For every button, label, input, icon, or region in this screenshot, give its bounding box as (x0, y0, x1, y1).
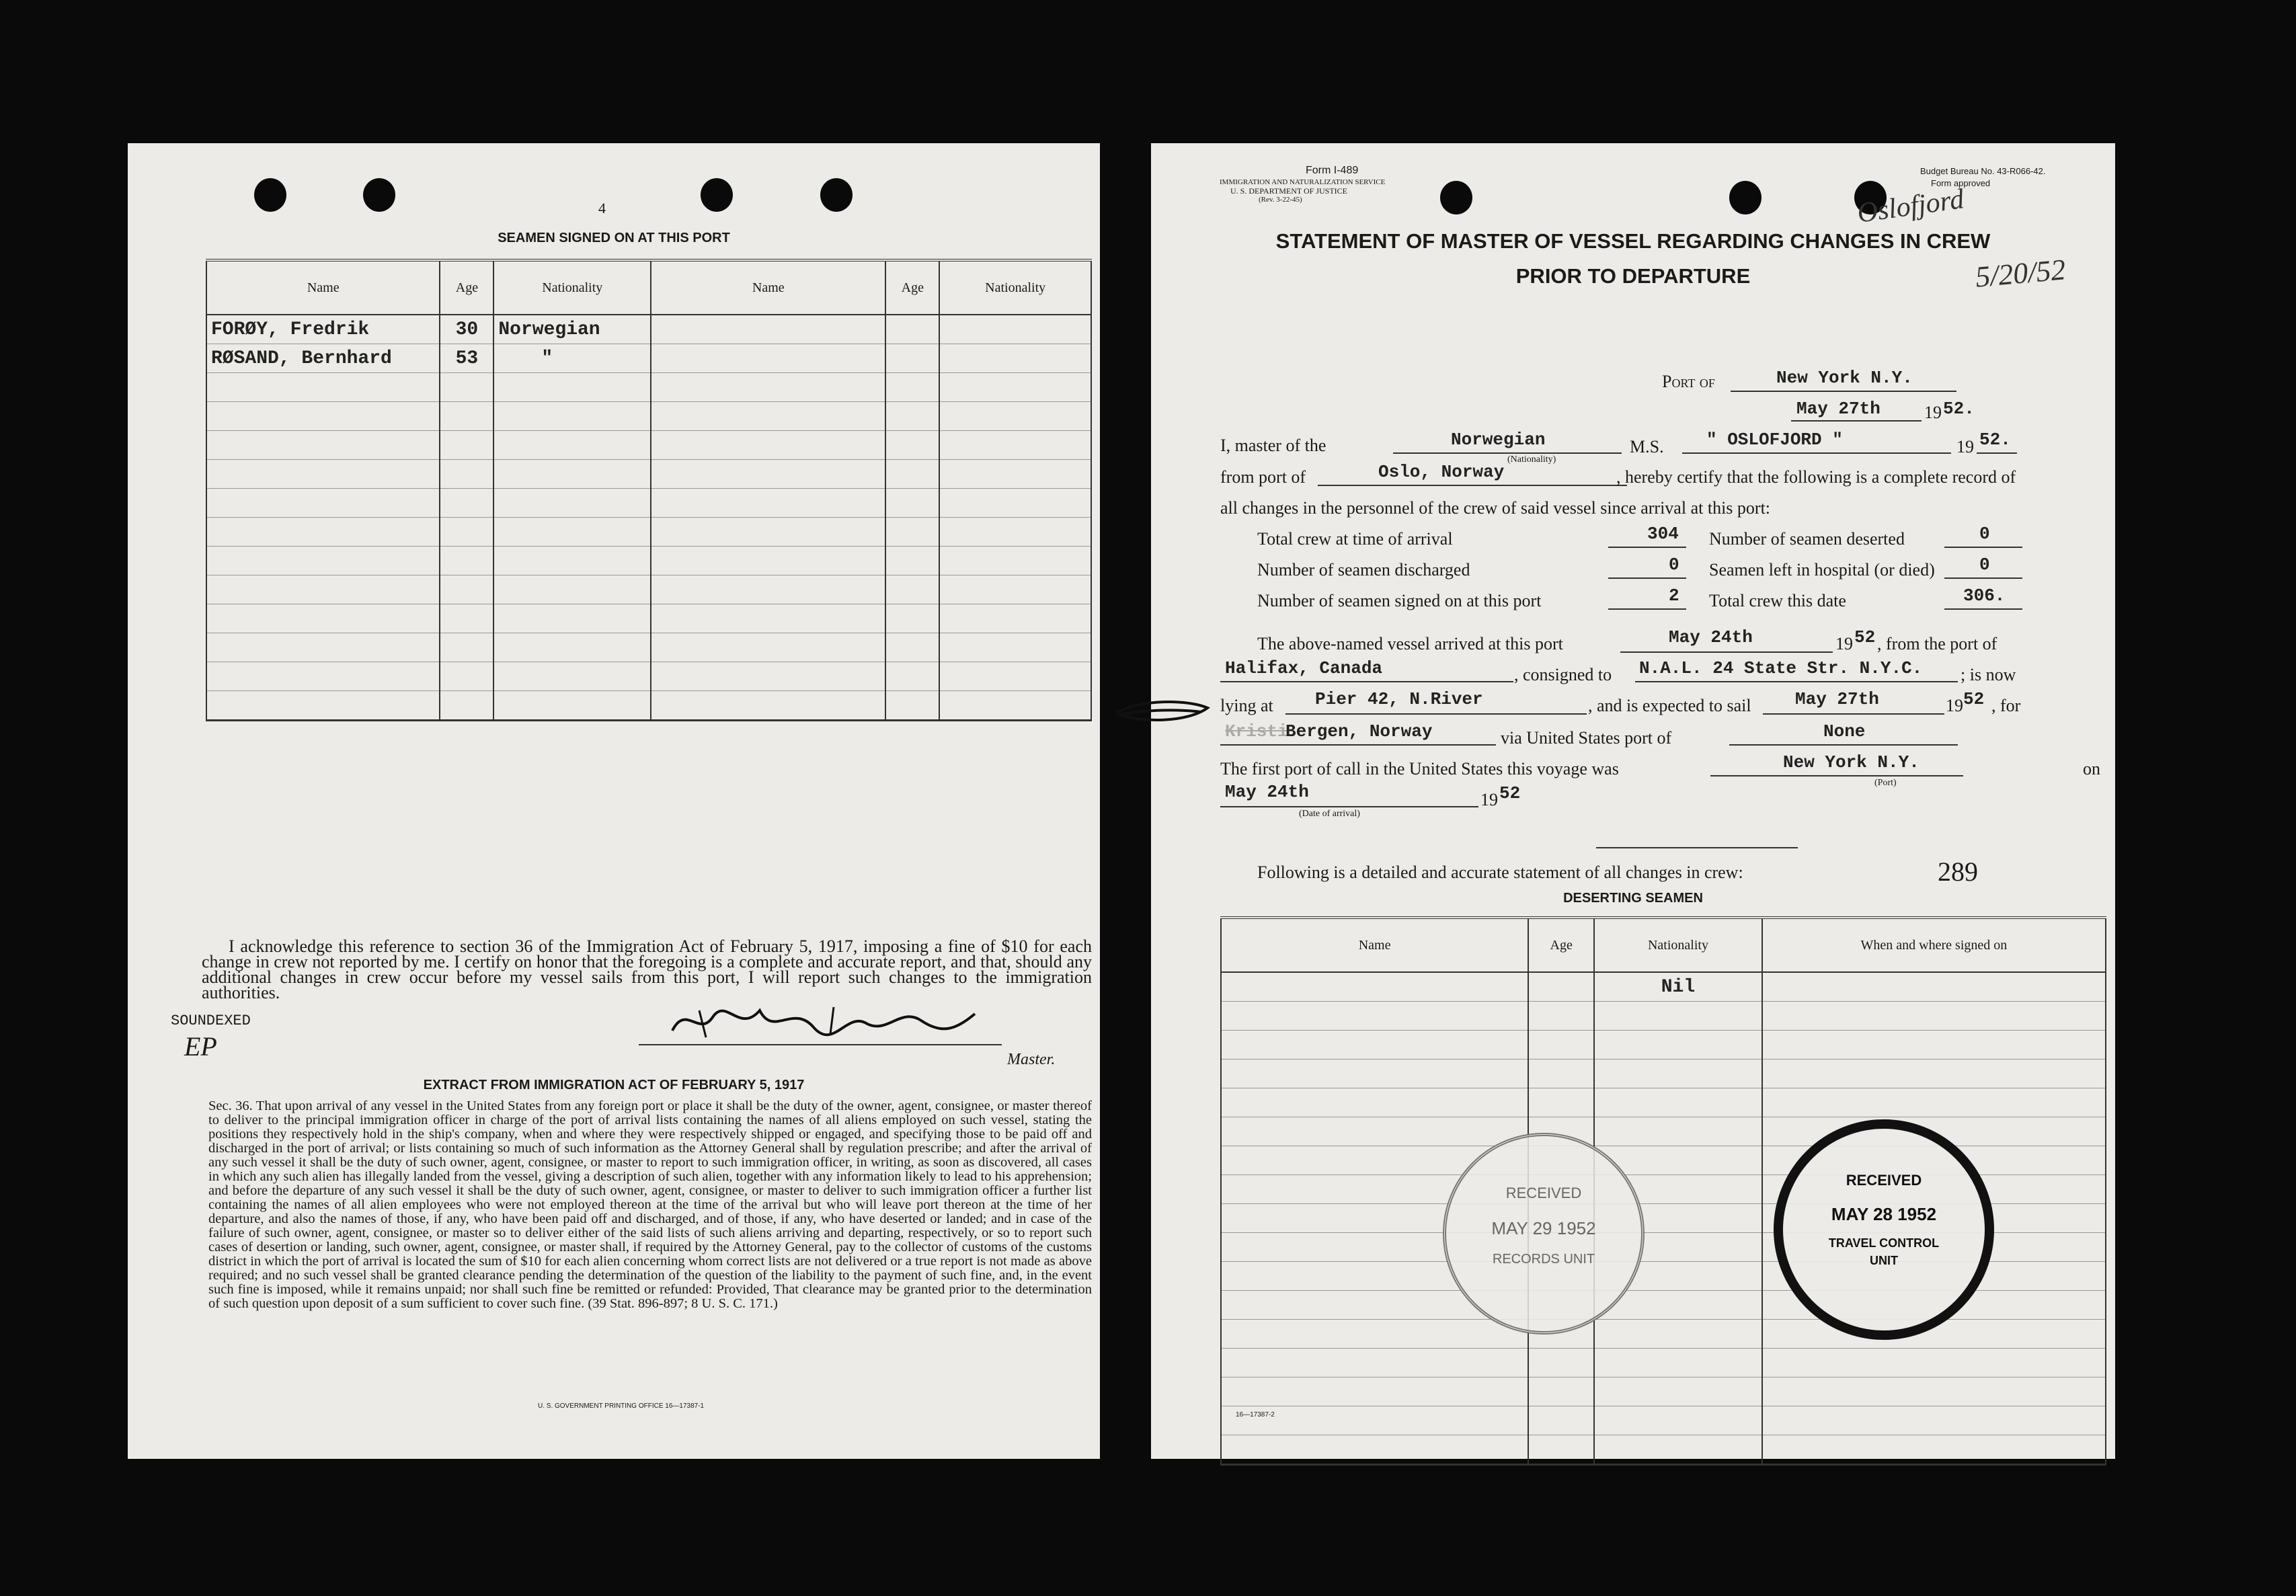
col-header-age: Age (1528, 918, 1594, 972)
col-header-nationality: Nationality (939, 260, 1091, 315)
date-year: 52. (1943, 399, 1975, 419)
following-text: Following is a detailed and accurate statement of all changes in crew: (1257, 863, 1743, 882)
table-row (1221, 972, 2106, 1002)
seaman-name: FORØY, Fredrik (206, 315, 440, 344)
signature-line (639, 1044, 1002, 1045)
seaman-name: RØSAND, Bernhard (206, 344, 440, 373)
table-row (206, 315, 1091, 344)
stat-label: Number of seamen signed on at this port (1257, 591, 1542, 610)
punch-hole (701, 178, 733, 212)
col-header-name: Name (1221, 918, 1528, 972)
col-header-signed-on: When and where signed on (1762, 918, 2106, 972)
acknowledgement-text: I acknowledge this reference to section 36 of the Immigration Act of February 5, 1917, imposing a fine of $10 for each change in crew not reported by me. I certify on honor that the foregoing is a complete and accurate report, and that, should any additional changes in crew occur before my vessel sails from this port, I will report such changes to the immigration authorities. (202, 936, 1092, 1002)
soundexed-stamp: SOUNDEXED (171, 1012, 251, 1029)
stat-value: 0 (1979, 524, 1990, 544)
page-number: 4 (598, 200, 606, 216)
agency-line1: IMMIGRATION AND NATURALIZATION SERVICE (1220, 178, 1386, 186)
sail-date: May 27th (1795, 689, 1879, 709)
consignee: N.A.L. 24 State Str. N.Y.C. (1639, 658, 1923, 678)
col-header-age: Age (440, 260, 493, 315)
col-header-name: Name (651, 260, 885, 315)
printing-office: U. S. GOVERNMENT PRINTING OFFICE 16—17387-1 (538, 1402, 705, 1410)
right-page: Form I-489 IMMIGRATION AND NATURALIZATION SERVICE U. S. DEPARTMENT OF JUSTICE (Rev. 3-22-45) Budget Bureau No. 43-R066-42. Form approved Oslofjord 5/20/52 STATEMENT OF MASTER OF VESSEL REGARDING CHANGES IN CREW PRIOR TO DEPARTURE Port of New York N.Y. May 27th 19 52. I, master of the Norwegian (Nationality) M.S. " OSLOFJORD " 19 52. from port of Oslo, Norway , hereby certify that the following is a complete record of all changes in the personnel of the crew of said vessel since arrival at this port: Total crew at time of arrival 304 Number of seamen deserted 0 Number of seamen discharged 0 Seamen left in hospital (or died) 0 Number of seamen signed on at this port 2 Total crew this date 306. The above-named vessel arrived at this port May 24th 19 52 , from the port of Halifax, Canada , consigned to N.A.L. 24 State Str. N.Y.C. ; is now lying at Pier 42, N.River , and is expected to sail May 27th 19 52 , for Kristi Bergen, Norway via United States port of None The first port of call in the United States this voyage was New York N.Y. (Port) on May 24th (Date of arrival) 19 52 Following is a detailed and accurate statement of all changes in crew: 289 DESERTING SEAMEN Name Age Nationality When and where signed on Nil RECEIVED MAY 29 1952 RECORDS UNIT RECEIVED MAY 28 1952 TRAVEL CONTROL UNIT 16—17387-2 (1151, 143, 2115, 1459)
from-port-label: from port of (1220, 467, 1306, 487)
first-port: New York N.Y. (1783, 752, 1919, 772)
deserting-title: DESERTING SEAMEN (1563, 891, 1703, 906)
deserting-nationality: Nil (1594, 972, 1762, 1002)
ms-label: M.S. (1630, 437, 1664, 456)
revision: (Rev. 3-22-45) (1259, 196, 1302, 204)
budget-bureau: Budget Bureau No. 43-R066-42. (1920, 166, 2046, 176)
date-value: May 27th (1796, 399, 1881, 419)
pen-scribble-icon (1113, 696, 1214, 729)
stat-value: 0 (1669, 555, 1679, 575)
handwritten-initials: EP (184, 1031, 217, 1062)
via-port: None (1823, 721, 1866, 742)
stat-label: Total crew at time of arrival (1257, 529, 1453, 549)
handwritten-date-note: 5/20/52 (1974, 253, 2067, 294)
travel-control-stamp: RECEIVED MAY 28 1952 TRAVEL CONTROL UNIT (1774, 1119, 1994, 1340)
col-header-age: Age (885, 260, 939, 315)
lying-at-value: Pier 42, N.River (1315, 689, 1483, 709)
master-of-label: I, master of the (1220, 436, 1327, 455)
arrived-date: May 24th (1669, 627, 1753, 647)
punch-hole (1729, 181, 1761, 214)
stat-label: Seamen left in hospital (or died) (1709, 560, 1935, 580)
stat-value: 304 (1647, 524, 1679, 544)
signed-on-title: SEAMEN SIGNED ON AT THIS PORT (498, 231, 730, 245)
stat-value: 306. (1963, 586, 2006, 606)
signed-on-table (206, 259, 1092, 721)
nationality-value: Norwegian (1451, 430, 1546, 450)
handwritten-vessel-note: Oslofjord (1855, 184, 1966, 229)
extract-text: Sec. 36. That upon arrival of any vessel in the United States from any foreign port or place it shall be the duty of the owner, agent, consignee, or master thereof to deliver to the principal immigration officer in charge of the port of arrival lists containing the names of all aliens employed on such vessel, stating the positions they respectively hold in the ship's company, when and where they were respectively shipped or engaged, and specifying those to be paid off and discharged in the port of arrival; or lists containing so much of such information as the Attorney General shall by regulation prescribe; and after the arrival of any such vessel it shall be the duty of such owner, agent, consignee, or master to report to such immigration officer, in writing, as soon as discovered, all cases in which any such alien has illegally landed from the vessel, giving a description of such alien, together with any information likely to lead to his apprehension; and before the departure of any such vessel it shall be the duty of such owner, agent, consignee, or master to deliver to such immigration officer a further list containing the names of all alien employees who were not employed thereon at the time of the arrival but who will leave port thereon at the time of her departure, and also the names of those, if any, who have been paid off and discharged, and of those, if any, who have deserted or landed; and in case of the failure of such owner, agent, consignee, or master so to deliver either of the said lists of such aliens arriving and departing, respectively, or so to report such cases of desertion or landing, such owner, agent, consignee, or master shall, if required by the Attorney General, pay to the collector of customs of the customs district in which the port of arrival is located the sum of $10 for each alien concerning whom correct lists are not delivered or a true report is not made as above required; and no such vessel shall be granted clearance pending the determination of the question of the liability to the payment of such fine, and, in the event such fine is imposed, while it remains unpaid; nor shall such fine be remitted or refunded: Provided, That clearance may be granted prior to the determination of such question upon deposit of a sum sufficient to cover such fine. (39 Stat. 896-897; 8 U. S. C. 171.) (208, 1099, 1092, 1311)
arrived-year: 52 (1854, 627, 1876, 647)
port-of-label: Port of (1662, 372, 1715, 391)
destination: Bergen, Norway (1285, 721, 1433, 742)
col-header-nationality: Nationality (493, 260, 651, 315)
port-value: New York N.Y. (1776, 368, 1913, 388)
agency-line2: U. S. DEPARTMENT OF JUSTICE (1230, 186, 1347, 196)
punch-hole (820, 178, 853, 212)
stat-label: Number of seamen deserted (1709, 529, 1905, 549)
records-unit-stamp: RECEIVED MAY 29 1952 RECORDS UNIT (1443, 1133, 1645, 1334)
punch-hole (363, 178, 395, 212)
arrived-label: The above-named vessel arrived at this port (1257, 634, 1563, 653)
punch-hole (254, 178, 286, 212)
seaman-age: 30 (440, 315, 493, 344)
col-header-nationality: Nationality (1594, 918, 1762, 972)
changes-text: all changes in the personnel of the crew of said vessel since arrival at this port: (1220, 498, 1771, 518)
signed-year: 52. (1979, 430, 2011, 450)
col-header-name: Name (206, 260, 440, 315)
sail-year: 52 (1963, 689, 1985, 709)
stat-value: 0 (1979, 555, 1990, 575)
stat-label: Total crew this date (1709, 591, 1846, 610)
first-date: May 24th (1225, 782, 1309, 802)
from-port-value: Oslo, Norway (1378, 462, 1505, 482)
punch-hole (1440, 181, 1472, 214)
struck-destination: Kristi (1225, 721, 1288, 742)
table-row (206, 344, 1091, 373)
footer-code: 16—17387-2 (1236, 1411, 1275, 1419)
seaman-nationality: Norwegian (493, 315, 651, 344)
first-year: 52 (1499, 783, 1521, 803)
form-title: STATEMENT OF MASTER OF VESSEL REGARDING CHANGES IN CREW (1275, 229, 1991, 253)
master-label: Master. (1007, 1051, 1056, 1068)
handwritten-count: 289 (1938, 856, 1978, 887)
stat-label: Number of seamen discharged (1257, 560, 1470, 580)
left-page (128, 143, 1100, 1459)
form-subtitle: PRIOR TO DEPARTURE (1515, 264, 1751, 288)
form-number: Form I-489 (1306, 165, 1359, 176)
previous-port: Halifax, Canada (1225, 658, 1383, 678)
seaman-nationality: " (493, 344, 651, 373)
stat-value: 2 (1669, 586, 1679, 606)
form-approved: Form approved (1931, 178, 1991, 188)
vessel-name: " OSLOFJORD " (1706, 430, 1843, 450)
certify-text: , hereby certify that the following is a complete record of (1616, 467, 2016, 487)
extract-title: EXTRACT FROM IMMIGRATION ACT OF FEBRUARY 5, 1917 (423, 1078, 805, 1092)
master-signature (659, 997, 995, 1051)
seaman-age: 53 (440, 344, 493, 373)
